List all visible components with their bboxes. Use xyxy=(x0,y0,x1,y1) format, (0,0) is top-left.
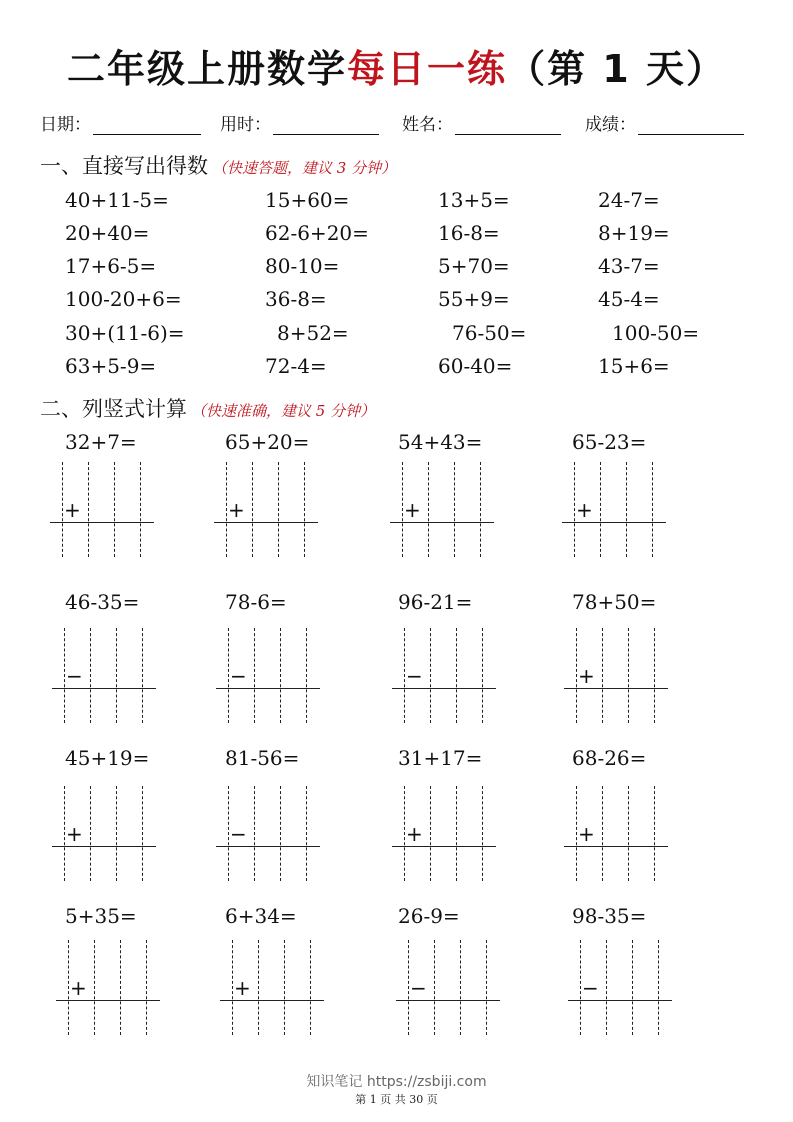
name-label: 姓名： xyxy=(402,115,453,135)
digit-column-guide xyxy=(404,786,405,881)
digit-column-guide xyxy=(278,462,279,557)
mental-math-problem: 100-50= xyxy=(612,321,700,345)
result-line xyxy=(564,846,668,847)
mental-math-problem: 55+9= xyxy=(438,287,510,311)
digit-column-guide xyxy=(228,786,229,881)
digit-column-guide xyxy=(428,462,429,557)
digit-column-guide xyxy=(116,628,117,723)
digit-column-guide xyxy=(600,462,601,557)
section1-hint: （快速答题，建议 3 分钟） xyxy=(212,159,397,177)
digit-column-guide xyxy=(284,940,285,1035)
result-line xyxy=(220,1000,324,1001)
vertical-calc-grid[interactable] xyxy=(392,786,502,881)
vertical-calc-problem: 46-35= xyxy=(65,590,140,614)
vertical-calc-problem: 54+43= xyxy=(398,430,483,454)
digit-column-guide xyxy=(626,462,627,557)
digit-column-guide xyxy=(580,940,581,1035)
digit-column-guide xyxy=(430,786,431,881)
vertical-calc-grid[interactable] xyxy=(216,628,326,723)
vertical-calc-problem: 81-56= xyxy=(225,746,300,770)
title-daily-practice: 每日一练 xyxy=(347,47,508,91)
mental-math-problem: 40+11-5= xyxy=(65,188,169,212)
result-line xyxy=(390,522,494,523)
vertical-calc-problem: 78-6= xyxy=(225,590,287,614)
plus-sign: + xyxy=(406,822,423,846)
digit-column-guide xyxy=(602,786,603,881)
footer-page-number: 第 1 页 共 30 页 xyxy=(355,1093,438,1106)
digit-column-guide xyxy=(430,628,431,723)
digit-column-guide xyxy=(456,628,457,723)
vertical-calc-grid[interactable] xyxy=(220,940,330,1035)
digit-column-guide xyxy=(404,628,405,723)
plus-sign: + xyxy=(578,822,595,846)
digit-column-guide xyxy=(628,786,629,881)
digit-column-guide xyxy=(252,462,253,557)
digit-column-guide xyxy=(306,786,307,881)
score-field xyxy=(585,110,744,135)
digit-column-guide xyxy=(258,940,259,1035)
vertical-calc-grid[interactable] xyxy=(390,462,500,557)
digit-column-guide xyxy=(228,628,229,723)
result-line xyxy=(214,522,318,523)
minus-sign: − xyxy=(406,664,423,688)
mental-math-problem: 5+70= xyxy=(438,254,510,278)
vertical-calc-grid[interactable] xyxy=(562,462,672,557)
digit-column-guide xyxy=(632,940,633,1035)
vertical-calc-grid[interactable] xyxy=(52,628,162,723)
date-field xyxy=(40,110,201,135)
mental-math-problem: 20+40= xyxy=(65,221,150,245)
minus-sign: − xyxy=(582,976,599,1000)
digit-column-guide xyxy=(254,628,255,723)
result-line xyxy=(396,1000,500,1001)
digit-column-guide xyxy=(654,786,655,881)
vertical-calc-grid[interactable] xyxy=(56,940,166,1035)
digit-column-guide xyxy=(460,940,461,1035)
digit-column-guide xyxy=(140,462,141,557)
digit-column-guide xyxy=(402,462,403,557)
time-label: 用时： xyxy=(220,115,271,135)
digit-column-guide xyxy=(232,940,233,1035)
digit-column-guide xyxy=(142,786,143,881)
mental-math-problem: 36-8= xyxy=(265,287,327,311)
mental-math-problem: 43-7= xyxy=(598,254,660,278)
score-label: 成绩： xyxy=(585,115,636,135)
digit-column-guide xyxy=(434,940,435,1035)
vertical-calc-grid[interactable] xyxy=(214,462,324,557)
mental-math-problem: 60-40= xyxy=(438,354,513,378)
vertical-calc-problem: 98-35= xyxy=(572,904,647,928)
section2-title: 二、列竖式计算 xyxy=(40,397,187,421)
digit-column-guide xyxy=(304,462,305,557)
result-line xyxy=(56,1000,160,1001)
result-line xyxy=(50,522,154,523)
mental-math-problem: 30+(11-6)= xyxy=(65,321,185,345)
minus-sign: − xyxy=(66,664,83,688)
mental-math-problem: 24-7= xyxy=(598,188,660,212)
digit-column-guide xyxy=(310,940,311,1035)
time-blank[interactable] xyxy=(273,116,379,135)
digit-column-guide xyxy=(146,940,147,1035)
digit-column-guide xyxy=(576,786,577,881)
digit-column-guide xyxy=(280,628,281,723)
vertical-calc-problem: 65-23= xyxy=(572,430,647,454)
result-line xyxy=(52,846,156,847)
vertical-calc-grid[interactable] xyxy=(396,940,506,1035)
digit-column-guide xyxy=(576,628,577,723)
result-line xyxy=(52,688,156,689)
digit-column-guide xyxy=(90,786,91,881)
vertical-calc-problem: 31+17= xyxy=(398,746,483,770)
section2-hint: （快速准确，建议 5 分钟） xyxy=(191,402,376,420)
name-blank[interactable] xyxy=(455,116,561,135)
digit-column-guide xyxy=(280,786,281,881)
vertical-calc-grid[interactable] xyxy=(216,786,326,881)
title-day: （第 1 天） xyxy=(507,47,726,91)
digit-column-guide xyxy=(628,628,629,723)
digit-column-guide xyxy=(454,462,455,557)
mental-math-problem: 16-8= xyxy=(438,221,500,245)
time-field xyxy=(220,110,379,135)
result-line xyxy=(392,688,496,689)
digit-column-guide xyxy=(62,462,63,557)
result-line xyxy=(216,846,320,847)
digit-column-guide xyxy=(64,786,65,881)
minus-sign: − xyxy=(410,976,427,1000)
plus-sign: + xyxy=(64,498,81,522)
plus-sign: + xyxy=(66,822,83,846)
mental-math-problem: 76-50= xyxy=(452,321,527,345)
digit-column-guide xyxy=(116,786,117,881)
mental-math-problem: 72-4= xyxy=(265,354,327,378)
digit-column-guide xyxy=(226,462,227,557)
mental-math-problem: 100-20+6= xyxy=(65,287,182,311)
digit-column-guide xyxy=(88,462,89,557)
vertical-calc-grid[interactable] xyxy=(568,940,678,1035)
result-line xyxy=(568,1000,672,1001)
vertical-calc-grid[interactable] xyxy=(564,786,674,881)
vertical-calc-problem: 78+50= xyxy=(572,590,657,614)
section1-heading xyxy=(40,150,396,180)
mental-math-problem: 15+60= xyxy=(265,188,350,212)
score-blank[interactable] xyxy=(638,116,744,135)
digit-column-guide xyxy=(574,462,575,557)
digit-column-guide xyxy=(482,628,483,723)
digit-column-guide xyxy=(654,628,655,723)
minus-sign: − xyxy=(230,822,247,846)
digit-column-guide xyxy=(602,628,603,723)
vertical-calc-problem: 32+7= xyxy=(65,430,137,454)
digit-column-guide xyxy=(408,940,409,1035)
mental-math-problem: 45-4= xyxy=(598,287,660,311)
plus-sign: + xyxy=(234,976,251,1000)
mental-math-problem: 15+6= xyxy=(598,354,670,378)
section2-heading xyxy=(40,393,375,423)
digit-column-guide xyxy=(64,628,65,723)
digit-column-guide xyxy=(456,786,457,881)
result-line xyxy=(562,522,666,523)
vertical-calc-problem: 6+34= xyxy=(225,904,297,928)
digit-column-guide xyxy=(658,940,659,1035)
vertical-calc-problem: 65+20= xyxy=(225,430,310,454)
vertical-calc-grid[interactable] xyxy=(52,786,162,881)
digit-column-guide xyxy=(142,628,143,723)
digit-column-guide xyxy=(90,628,91,723)
digit-column-guide xyxy=(652,462,653,557)
date-blank[interactable] xyxy=(93,116,201,135)
mental-math-problem: 62-6+20= xyxy=(265,221,369,245)
digit-column-guide xyxy=(486,940,487,1035)
digit-column-guide xyxy=(120,940,121,1035)
vertical-calc-problem: 96-21= xyxy=(398,590,473,614)
mental-math-problem: 8+52= xyxy=(277,321,349,345)
mental-math-problem: 8+19= xyxy=(598,221,670,245)
plus-sign: + xyxy=(576,498,593,522)
vertical-calc-grid[interactable] xyxy=(392,628,502,723)
digit-column-guide xyxy=(480,462,481,557)
vertical-calc-problem: 45+19= xyxy=(65,746,150,770)
mental-math-problem: 13+5= xyxy=(438,188,510,212)
result-line xyxy=(564,688,668,689)
plus-sign: + xyxy=(404,498,421,522)
date-label: 日期： xyxy=(40,115,91,135)
digit-column-guide xyxy=(94,940,95,1035)
info-row xyxy=(40,110,760,134)
name-field xyxy=(402,110,561,135)
section1-title: 一、直接写出得数 xyxy=(40,154,208,178)
result-line xyxy=(216,688,320,689)
vertical-calc-problem: 26-9= xyxy=(398,904,460,928)
title-grade: 二年级上册数学 xyxy=(67,47,348,91)
vertical-calc-problem: 5+35= xyxy=(65,904,137,928)
mental-math-problem: 17+6-5= xyxy=(65,254,157,278)
page-title xyxy=(0,38,793,93)
mental-math-problem: 80-10= xyxy=(265,254,340,278)
digit-column-guide xyxy=(114,462,115,557)
digit-column-guide xyxy=(68,940,69,1035)
vertical-calc-grid[interactable] xyxy=(564,628,674,723)
plus-sign: + xyxy=(70,976,87,1000)
digit-column-guide xyxy=(254,786,255,881)
digit-column-guide xyxy=(482,786,483,881)
minus-sign: − xyxy=(230,664,247,688)
mental-math-problem: 63+5-9= xyxy=(65,354,157,378)
vertical-calc-grid[interactable] xyxy=(50,462,160,557)
digit-column-guide xyxy=(306,628,307,723)
footer-site: 知识笔记 https://zsbiji.com xyxy=(306,1074,487,1090)
digit-column-guide xyxy=(606,940,607,1035)
result-line xyxy=(392,846,496,847)
plus-sign: + xyxy=(578,664,595,688)
vertical-calc-problem: 68-26= xyxy=(572,746,647,770)
plus-sign: + xyxy=(228,498,245,522)
